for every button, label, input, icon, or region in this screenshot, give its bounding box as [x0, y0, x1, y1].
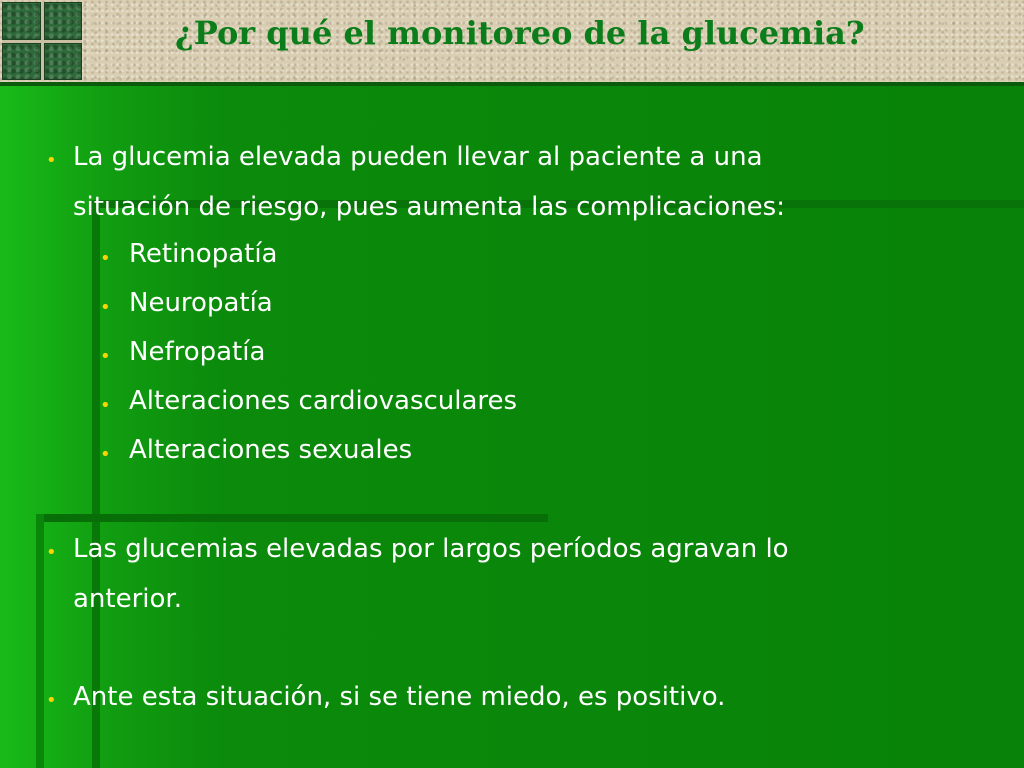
sub-bullet-marker: • [100, 395, 111, 416]
bullet-1-line-1: La glucemia elevada pueden llevar al paciente a una [73, 142, 763, 172]
sub-bullet-marker: • [100, 346, 111, 367]
sub-bullet-marker: • [100, 444, 111, 465]
bullet-2-line-1: Las glucemias elevadas por largos períodos agravan lo [73, 534, 789, 564]
bullet-marker: • [46, 150, 57, 171]
subitem-cardiovasculares: Alteraciones cardiovasculares [129, 386, 518, 416]
bullet-marker: • [46, 690, 57, 711]
sub-bullet-marker: • [100, 248, 111, 269]
subitem-nefropatia: Nefropatía [129, 337, 266, 367]
slide-title: ¿Por qué el monitoreo de la glucemia? [175, 14, 865, 52]
bullet-3-line-1: Ante esta situación, si se tiene miedo, es positivo. [73, 682, 726, 712]
bullet-marker: • [46, 542, 57, 563]
subitem-neuropatia: Neuropatía [129, 288, 273, 318]
bullet-2-line-2: anterior. [73, 584, 182, 614]
bullet-1-line-2: situación de riesgo, pues aumenta las complicaciones: [73, 192, 785, 222]
sub-bullet-marker: • [100, 297, 111, 318]
subitem-retinopatia: Retinopatía [129, 239, 278, 269]
subitem-sexuales: Alteraciones sexuales [129, 435, 413, 465]
